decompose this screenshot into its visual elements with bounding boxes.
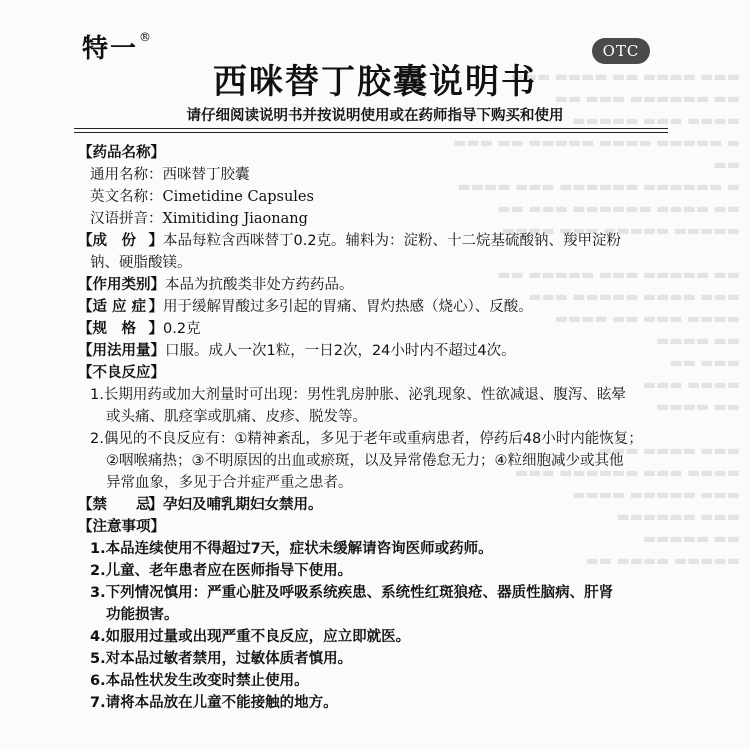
brand-name: 特一 [82, 34, 139, 64]
category-label: 【作用类别】 [78, 277, 165, 293]
ingredients-label: 成 份 [92, 233, 136, 249]
ingredients-line-2: 钠、硬脂酸镁。 [90, 255, 192, 271]
ingredients-line-1: 本品每粒含西咪替丁0.2克。辅料为：淀粉、十二烷基硫酸钠、羧甲淀粉 [163, 233, 622, 249]
precaution-line-7: 6.本品性状发生改变时禁止使用。 [90, 673, 309, 689]
spec-row: 【规 格 】0.2克 [78, 318, 678, 340]
spec-label: 规 格 [92, 321, 136, 337]
english-name-row [78, 186, 678, 208]
header-rule-bottom [74, 132, 668, 133]
english-name-label: 英文名称： [90, 189, 163, 205]
spec-value: 0.2克 [163, 321, 201, 337]
adverse-line-3: 2.偶见的不良反应有：①精神紊乱，多见于老年或重病患者，停药后48小时内能恢复； [90, 431, 643, 447]
adverse-line-4: ②咽喉痛热；③不明原因的出血或瘀斑，以及异常倦怠无力；④粒细胞减少或其他 [106, 453, 624, 469]
precaution-line-6: 5.对本品过敏者禁用，过敏体质者慎用。 [90, 651, 353, 667]
precaution-line-5: 4.如服用过量或出现严重不良反应，应立即就医。 [90, 629, 411, 645]
drug-name-header: 【药品名称】 [78, 145, 165, 161]
precautions-header: 【注意事项】 [78, 519, 165, 535]
precaution-line-8: 7.请将本品放在儿童不能接触的地方。 [90, 695, 338, 711]
registered-mark: ® [139, 30, 154, 45]
generic-name-row [78, 164, 678, 186]
adverse-header: 【不良反应】 [78, 365, 165, 381]
ingredients-row: 【成 份 】本品每粒含西咪替丁0.2克。辅料为：淀粉、十二烷基硫酸钠、羧甲淀粉 [78, 230, 678, 252]
header-rule-top [74, 128, 668, 129]
contraindication-value: 孕妇及哺乳期妇女禁用。 [163, 497, 323, 513]
generic-name-value: 西咪替丁胶囊 [162, 167, 250, 183]
contraindication-row: 【禁 忌】孕妇及哺乳期妇女禁用。 [78, 494, 678, 516]
precaution-line-1: 1.本品连续使用不得超过7天，症状未缓解请咨询医师或药师。 [90, 541, 493, 557]
category-row [78, 274, 678, 296]
generic-name-label: 通用名称： [90, 167, 163, 183]
adverse-line-5: 异常血象，多见于合并症严重之患者。 [106, 475, 353, 491]
indication-row: 【适 应 症 】用于缓解胃酸过多引起的胃痛、胃灼热感（烧心）、反酸。 [78, 296, 678, 318]
adverse-line-2: 或头痛、肌痉挛或肌痛、皮疹、脱发等。 [106, 409, 367, 425]
document-subtitle: 请仔细阅读说明书并按说明使用或在药师指导下购买和使用 [186, 108, 564, 124]
precaution-line-2: 2.儿童、老年患者应在医师指导下使用。 [90, 563, 353, 579]
show-through-text: ▬▬▬ ▬▬▬▬ ▬▬ ▬▬▬▬ ▬▬▬ ▬▬ ▬▬▬▬▬▬ ▬▬▬ ▬▬ ▬▬▬▬ ▬▬▬ ▬▬▬▬▬ ▬ ▬▬▬▬▬ ▬▬▬▬ ▬▬▬▬▬ ▬▬ ▬▬▬ ▬▬ ▬ ▬▬▬▬▬▬ ▬▬▬▬▬▬ ▬▬▬ ▬▬▬▬ ▬▬ ▬▬▬▬ ▬▬▬▬▬▬ ▬▬▬ ▬▬ ▬▬▬▬▬ ▬▬▬▬▬ ▬▬▬ ▬▬▬▬ ▬▬ ▬▬▬▬▬ ▬▬▬ ▬▬▬▬▬ ▬▬ ▬▬▬ ▬▬▬▬ ▬▬▬▬▬ ▬▬▬ ▬▬▬▬ ▬▬▬ ▬▬ ▬▬▬▬ ▬▬ ▬▬▬▬ ▬▬▬ ▬▬ ▬▬▬▬ ▬▬▬ ▬▬ ▬▬▬▬ ▬▬▬ ▬▬▬▬ ▬▬▬ ▬▬▬▬ ▬▬▬ ▬▬▬▬▬▬ ▬▬▬ ▬▬▬ ▬▬▬▬▬ ▬▬▬▬ ▬▬▬ ▬▬▬▬▬▬ ▬▬ ▬▬▬▬▬ ▬▬▬▬▬ ▬▬▬▬ ▬▬ [453, 69, 740, 569]
otc-badge: OTC [592, 38, 650, 64]
adverse-line-1: 1.长期用药或加大剂量时可出现：男性乳房肿胀、泌乳现象、性欲减退、腹泻、眩晕 [90, 387, 626, 403]
pinyin-value: Ximitiding Jiaonang [162, 211, 308, 227]
dosage-label: 【用法用量】 [78, 343, 165, 359]
insert-content [78, 142, 678, 714]
dosage-row [78, 340, 678, 362]
pinyin-label: 汉语拼音： [90, 211, 163, 227]
precaution-line-3: 3.下列情况慎用：严重心脏及呼吸系统疾患、系统性红斑狼疮、器质性脑病、肝肾 [90, 585, 614, 601]
document-title: 西咪替丁胶囊说明书 [213, 62, 537, 102]
category-value: 本品为抗酸类非处方药药品。 [165, 277, 354, 293]
english-name-value: Cimetidine Capsules [162, 189, 314, 205]
indication-label: 适 应 症 [92, 299, 147, 315]
dosage-value: 口服。成人一次1粒，一日2次，24小时内不超过4次。 [165, 343, 516, 359]
indication-value: 用于缓解胃酸过多引起的胃痛、胃灼热感（烧心）、反酸。 [163, 299, 533, 315]
contraindication-label: 禁 忌 [92, 497, 151, 513]
precaution-line-4: 功能损害。 [106, 607, 179, 623]
pinyin-row [78, 208, 678, 230]
